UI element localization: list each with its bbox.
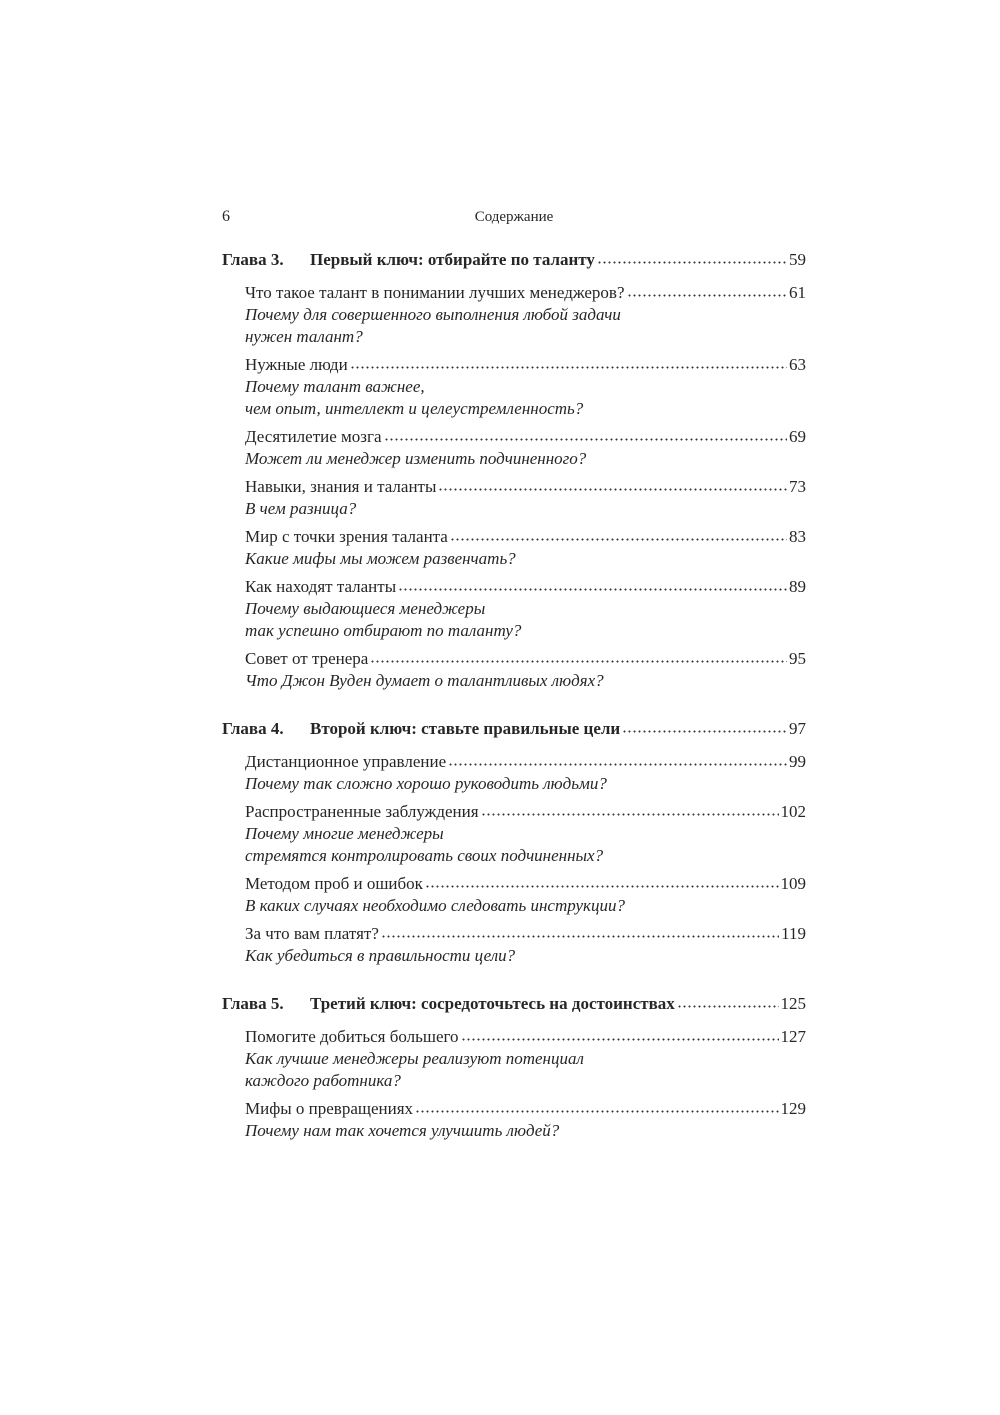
toc-entry (245, 576, 806, 642)
entry-title: Распространенные заблуждения (245, 802, 479, 821)
toc-entry (245, 282, 806, 348)
entry-line (245, 751, 806, 773)
entry-page: 69 (789, 427, 806, 446)
chapter-title: Первый ключ: отбирайте по таланту (310, 250, 595, 269)
entry-subtitle: Почему нам так хочется улучшить людей? (245, 1121, 560, 1140)
running-header (222, 206, 806, 228)
dot-leader (481, 813, 779, 816)
dot-leader (398, 588, 787, 591)
toc-chapter (222, 249, 806, 692)
chapter-title: Третий ключ: сосредоточьтесь на достоинствах (310, 994, 675, 1013)
entry-subtitle: чем опыт, интеллект и целеустремленность? (245, 399, 584, 418)
entry-line (245, 282, 806, 304)
entry-subtitle: Почему многие менеджеры (245, 824, 444, 843)
toc-entry (245, 526, 806, 570)
running-title: Содержание (474, 209, 554, 225)
entry-subtitle: Почему так сложно хорошо руководить людьми? (245, 774, 607, 793)
dot-leader (448, 763, 787, 766)
dot-leader (677, 1005, 779, 1008)
entry-subtitle: стремятся контролировать своих подчиненных? (245, 846, 604, 865)
entry-subtitle: Почему выдающиеся менеджеры (245, 599, 486, 618)
dot-leader (461, 1038, 779, 1041)
chapter-page: 59 (789, 250, 806, 269)
entry-line (245, 801, 806, 823)
toc-entry (245, 476, 806, 520)
chapter-label: Глава 3. (222, 250, 284, 269)
entry-line (245, 354, 806, 376)
chapter-page: 97 (789, 719, 806, 738)
chapter-label: Глава 4. (222, 719, 284, 738)
entry-line (245, 1098, 806, 1120)
toc-entry (245, 426, 806, 470)
entry-title: Мифы о превращениях (245, 1099, 414, 1118)
chapter-page: 125 (780, 994, 806, 1013)
dot-leader (370, 660, 787, 663)
entry-title: Дистанционное управление (245, 752, 447, 771)
entry-subtitle: так успешно отбирают по таланту? (245, 621, 522, 640)
dot-leader (627, 294, 787, 297)
toc-entry (245, 1098, 806, 1142)
entry-line (245, 576, 806, 598)
entry-subtitle: Почему талант важнее, (245, 377, 425, 396)
entry-subtitle: каждого работника? (245, 1071, 401, 1090)
entry-subtitle: Что Джон Вуден думает о талантливых людях? (245, 671, 604, 690)
entry-line (245, 426, 806, 448)
toc-entry (245, 354, 806, 420)
table-of-contents (222, 249, 806, 1168)
toc-entry (245, 1026, 806, 1092)
dot-leader (425, 885, 779, 888)
entry-line (245, 526, 806, 548)
entry-page: 129 (780, 1099, 806, 1118)
entry-page: 119 (781, 924, 806, 943)
entry-subtitle: В чем разница? (245, 499, 357, 518)
dot-leader (384, 438, 787, 441)
entry-title: За что вам платят? (245, 924, 379, 943)
entry-line (245, 476, 806, 498)
entry-page: 127 (780, 1027, 806, 1046)
dot-leader (381, 935, 779, 938)
chapter-heading (222, 718, 806, 740)
chapter-title: Второй ключ: ставьте правильные цели (310, 719, 621, 738)
dot-leader (450, 538, 787, 541)
entry-title: Помогите добиться большего (245, 1027, 459, 1046)
entry-subtitle: нужен талант? (245, 327, 363, 346)
entry-title: Как находят таланты (245, 577, 397, 596)
dot-leader (415, 1110, 778, 1113)
entry-page: 83 (789, 527, 806, 546)
entry-subtitle: Почему для совершенного выполнения любой задачи (245, 305, 621, 324)
entry-line (245, 923, 806, 945)
entry-title: Десятилетие мозга (245, 427, 382, 446)
entry-title: Нужные люди (245, 355, 348, 374)
toc-entry (245, 648, 806, 692)
dot-leader (622, 730, 787, 733)
dot-leader (350, 366, 787, 369)
toc-chapter (222, 718, 806, 967)
page-number: 6 (222, 208, 230, 225)
chapter-heading (222, 993, 806, 1015)
chapter-label: Глава 5. (222, 994, 284, 1013)
dot-leader (597, 261, 787, 264)
chapter-heading (222, 249, 806, 271)
dot-leader (438, 488, 787, 491)
entry-subtitle: Может ли менеджер изменить подчиненного? (245, 449, 587, 468)
toc-entry (245, 923, 806, 967)
entry-page: 99 (789, 752, 806, 771)
entry-subtitle: Как убедиться в правильности цели? (245, 946, 516, 965)
entry-title: Методом проб и ошибок (245, 874, 423, 893)
entry-page: 95 (789, 649, 806, 668)
entry-subtitle: В каких случаях необходимо следовать инструкции? (245, 896, 625, 915)
entry-title: Совет от тренера (245, 649, 369, 668)
entry-page: 73 (789, 477, 806, 496)
entry-page: 61 (789, 283, 806, 302)
entry-page: 109 (780, 874, 806, 893)
toc-chapter (222, 993, 806, 1142)
entry-page: 89 (789, 577, 806, 596)
toc-entry (245, 751, 806, 795)
entry-title: Что такое талант в понимании лучших менеджеров? (245, 283, 625, 302)
entry-subtitle: Какие мифы мы можем развенчать? (245, 549, 516, 568)
toc-entry (245, 873, 806, 917)
entry-title: Навыки, знания и таланты (245, 477, 437, 496)
entry-title: Мир с точки зрения таланта (245, 527, 448, 546)
toc-entry (245, 801, 806, 867)
entry-line (245, 873, 806, 895)
entry-page: 102 (780, 802, 806, 821)
entry-line (245, 648, 806, 670)
entry-line (245, 1026, 806, 1048)
entry-page: 63 (789, 355, 806, 374)
entry-subtitle: Как лучшие менеджеры реализуют потенциал (245, 1049, 584, 1068)
